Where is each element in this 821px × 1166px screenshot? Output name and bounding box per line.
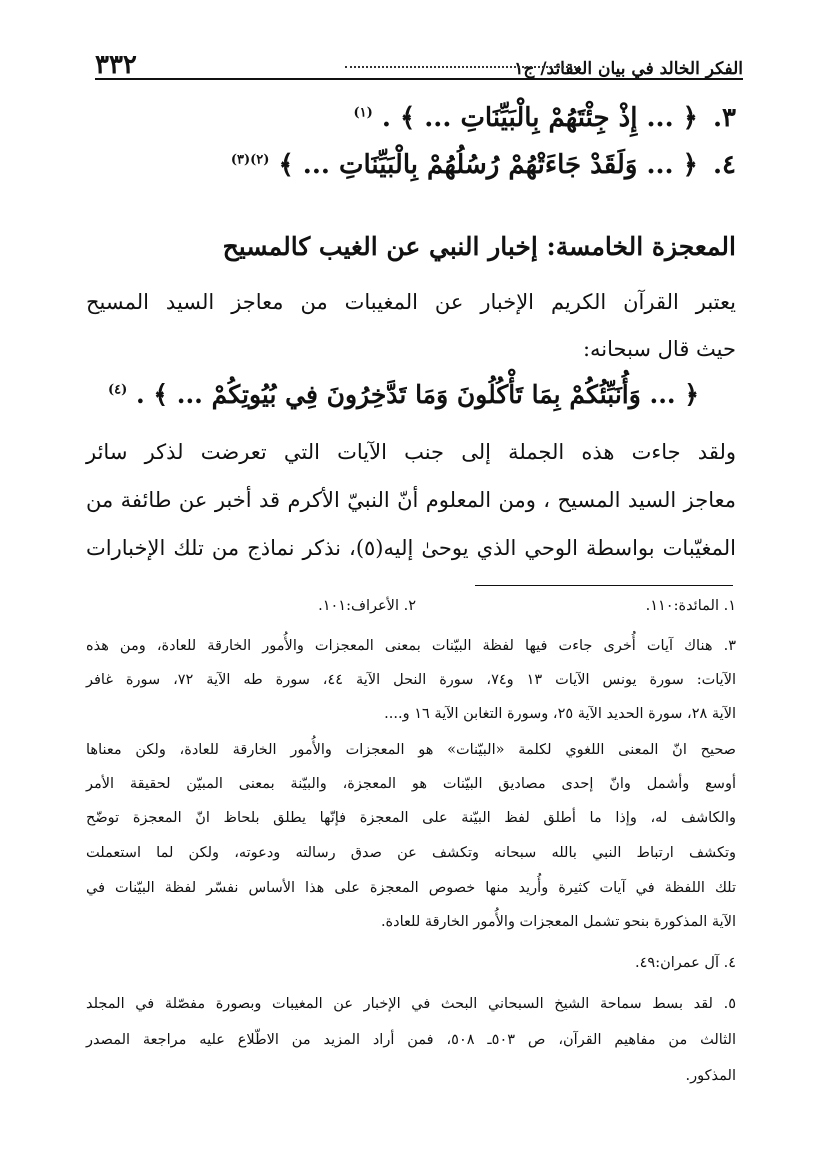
verse-item-3 — [353, 103, 736, 133]
footnote-3-line: أوسع وأشمل وانّ إحدى مصاديق البيّنات هو المعجزة، والبيّنة بمعنى المبيّن لحقيقة الأمر — [86, 776, 736, 792]
page-number: ٣٣٢ — [95, 50, 137, 80]
footnote-3-line: والكاشف له، وإذا ما أطلق لفظ البيّنة على المعجزة فإنّها يطلق بلحاظ انّ المعجزة توضّح — [86, 810, 736, 826]
footnote-3-line: الآيات: سورة يونس الآيات ١٣ و٧٤، سورة النحل الآية ٤٤، سورة طه الآية ٧٢، سورة غافر — [86, 672, 736, 688]
footnote-3-line: صحيح انّ المعنى اللغوي لكلمة «البيّنات» هو المعجزات والأُمور الخارقة للعادة، ولكن معناها — [86, 742, 736, 758]
footnote-3-line: تلك اللفظة في آيات كثيرة وأُريد منها خصوص المعجزة على هذا الأساس نفسّر لفظة البيّنات في — [86, 880, 736, 896]
quran-quote — [108, 380, 699, 409]
footnote-5-line: المذكور. — [685, 1068, 736, 1084]
footnote-5-line: ٥. لقد بسط سماحة الشيخ السبحاني البحث في الإخبار عن المغيبات وبصورة مفصّلة في المجلد — [86, 996, 736, 1012]
paragraph-line: حيث قال سبحانه: — [582, 337, 736, 361]
verse-text: ﴿ ... إِذْ جِئْتَهُمْ بِالْبَيِّنَاتِ ... ﴾ . — [381, 103, 698, 133]
footnote-3-line: ٣. هناك آيات أُخرى جاءت فيها لفظة البيّنات بمعنى المعجزات والأُمور الخارقة للعادة، ومن هذه — [86, 638, 736, 654]
paragraph-line: معاجز السيد المسيح ، ومن المعلوم أنّ النبيّ الأكرم قد أخبر عن طائفة من — [86, 488, 736, 512]
verse-item-4 — [231, 150, 736, 180]
quran-text: ﴿ ... وَأُنَبِّئُكُمْ بِمَا تَأْكُلُونَ وَمَا تَدَّخِرُونَ فِي بُيُوتِكُمْ ... ﴾ . — [136, 380, 699, 409]
footnote-ref: (٢)(٣) — [230, 152, 270, 168]
footnote-ref: (٤) — [108, 382, 128, 398]
header-rule — [95, 78, 743, 80]
paragraph-line: المغيّبات بواسطة الوحي الذي يوحىٰ إليه(٥)، نذكر نماذج من تلك الإخبارات — [86, 536, 737, 560]
page-header — [95, 38, 743, 78]
footnote-separator — [475, 585, 733, 586]
footnote-3-line: الآية المذكورة بنحو تشمل المعجزات والأُمور الخارقة للعادة. — [380, 914, 736, 930]
paragraph-line: ولقد جاءت هذه الجملة إلى جنب الآيات التي تعرضت لذكر سائر — [86, 440, 736, 464]
section-heading: المعجزة الخامسة: إخبار النبي عن الغيب كالمسيح — [222, 232, 736, 261]
footnote-ref: (١) — [353, 105, 373, 121]
footnote-4: ٤. آل عمران:٤٩. — [635, 955, 736, 971]
verse-number: ٤. — [712, 150, 736, 180]
paragraph-line: يعتبر القرآن الكريم الإخبار عن المغيبات من معاجز السيد المسيح — [86, 290, 736, 314]
footnotes-1-2 — [86, 598, 736, 614]
verse-text: ﴿ ... وَلَقَدْ جَاءَتْهُمْ رُسُلُهُمْ بِالْبَيِّنَاتِ ... ﴾ — [278, 150, 698, 180]
footnote-5-line: الثالث من مفاهيم القرآن، ص ٥٠٣ـ ٥٠٨، فمن أراد المزيد من الاطّلاع عليه مراجعة المصدر — [86, 1032, 737, 1048]
header-dotted-leader — [345, 66, 580, 68]
verse-number: ٣. — [712, 103, 736, 133]
footnote-2: ٢. الأعراف:١٠١. — [318, 598, 416, 614]
footnote-3-line: الآية ٢٨، سورة الحديد الآية ٢٥، وسورة التغابن الآية ١٦ و.... — [384, 706, 736, 722]
running-title: الفكر الخالد في بيان العقائد/ ج١ — [514, 59, 743, 79]
footnote-1: ١. المائدة:١١٠. — [645, 598, 736, 614]
footnote-3-line: وتكشف ارتباط النبي بالله سبحانه وتكشف عن صدق رسالته ودعوته، ولكن لما استعملت — [86, 845, 736, 861]
